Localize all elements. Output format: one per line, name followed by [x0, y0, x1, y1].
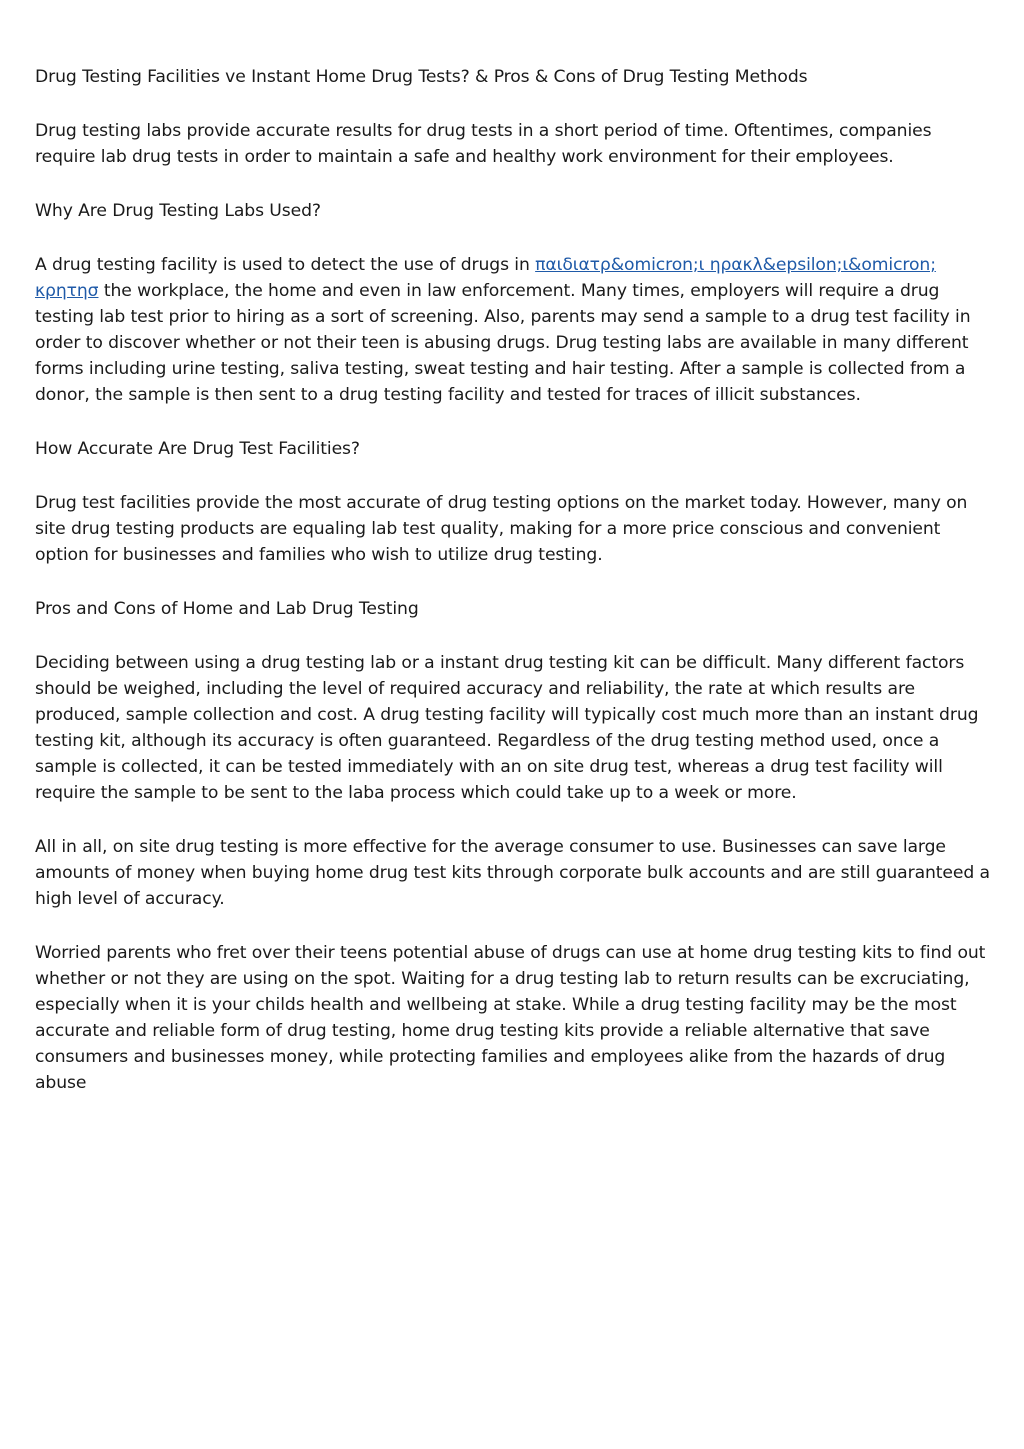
parents-paragraph: Worried parents who fret over their teens potential abuse of drugs can use at home drug testing kits to find out whether or not they are using on the spot. Waiting for a drug testing lab to return results can be excruciating, especially when it is your childs health and wellbeing at stake. While a drug testing facility may be the most accurate and reliable form of drug testing, home drug testing kits provide a reliable alternative that save consumers and businesses money, while protecting families and employees alike from the hazards of drug abuse	[35, 943, 986, 1093]
inline-link[interactable]: παιδιατρ&omicron;ι ηρακλ&epsilon;ι&omicron; κρητησ	[35, 255, 936, 301]
why-labs-used-paragraph	[35, 252, 995, 408]
pros-cons-paragraph: Deciding between using a drug testing lab or a instant drug testing kit can be difficult. Many different factors should be weighed, including the level of required accuracy and reliability, the rate at which results are produced, sample collection and cost. A drug testing facility will typically cost much more than an instant drug testing kit, although its accuracy is often guaranteed. Regardless of the drug testing method used, once a sample is collected, it can be tested immediately with an on site drug test, whereas a drug test facility will require the sample to be sent to the laba process which could take up to a week or more.	[35, 653, 979, 803]
paragraph-text-after-link: the workplace, the home and even in law enforcement. Many times, employers will require a drug testing lab test prior to hiring as a sort of screening. Also, parents may send a sample to a drug test facility in order to discover whether or not their teen is abusing drugs. Drug testing labs are available in many different forms including urine testing, saliva testing, sweat testing and hair testing. After a sample is collected from a donor, the sample is then sent to a drug testing facility and tested for traces of illicit substances.	[35, 281, 971, 405]
document-page	[35, 64, 995, 1124]
section-heading-why-labs-used: Why Are Drug Testing Labs Used?	[35, 201, 321, 221]
paragraph-text-before-link: A drug testing facility is used to detect the use of drugs in	[35, 255, 536, 275]
all-in-all-paragraph: All in all, on site drug testing is more effective for the average consumer to use. Businesses can save large amounts of money when buying home drug test kits through corporate bulk accounts and are still guaranteed a high level of accuracy.	[35, 837, 990, 909]
accuracy-paragraph: Drug test facilities provide the most accurate of drug testing options on the market today. However, many on site drug testing products are equaling lab test quality, making for a more price conscious and convenient option for businesses and families who wish to utilize drug testing.	[35, 493, 968, 565]
document-title: Drug Testing Facilities ve Instant Home Drug Tests? & Pros & Cons of Drug Testing Methods	[35, 67, 808, 87]
intro-paragraph: Drug testing labs provide accurate results for drug tests in a short period of time. Oftentimes, companies require lab drug tests in order to maintain a safe and healthy work environment for their employees.	[35, 121, 932, 167]
section-heading-pros-cons: Pros and Cons of Home and Lab Drug Testing	[35, 599, 419, 619]
section-heading-accuracy: How Accurate Are Drug Test Facilities?	[35, 439, 360, 459]
